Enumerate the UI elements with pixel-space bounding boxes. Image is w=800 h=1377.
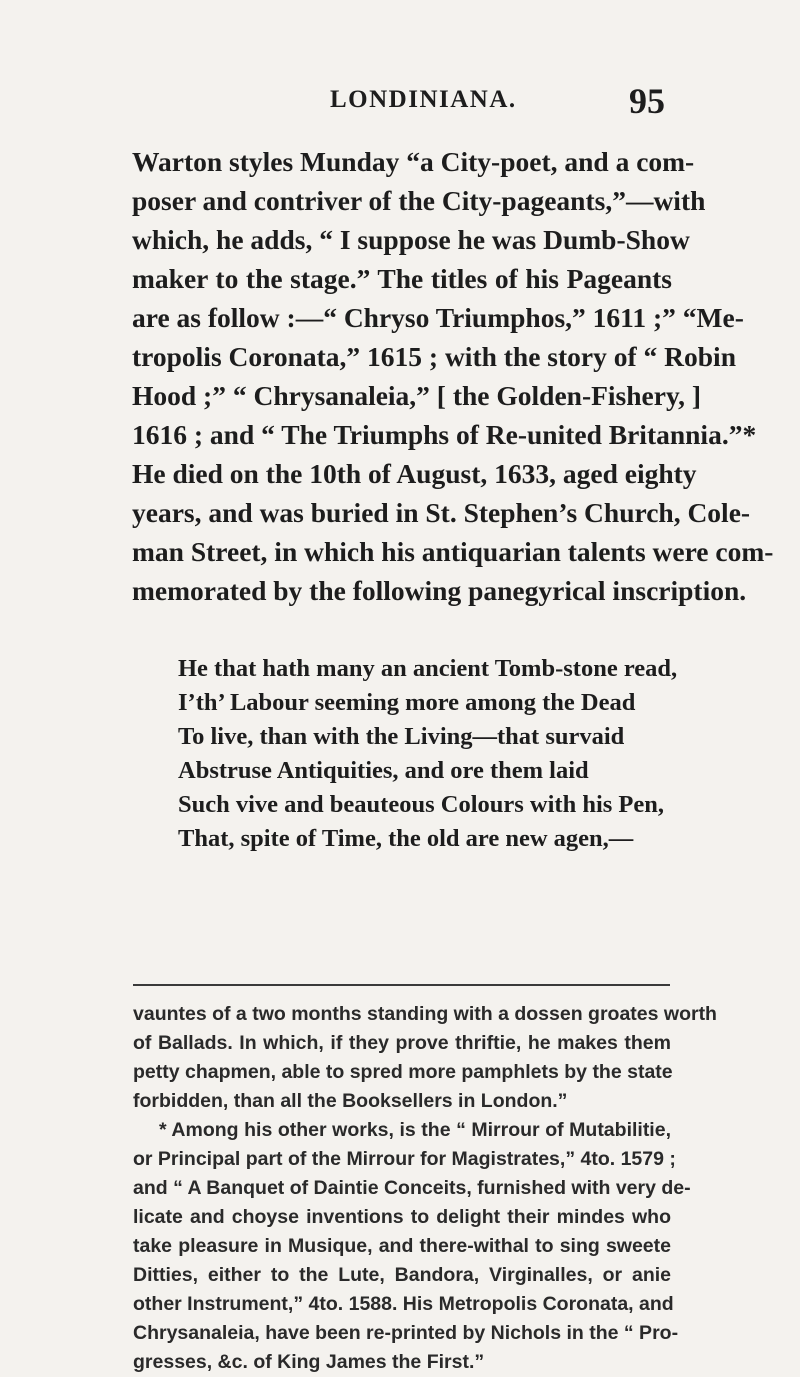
text-line: memorated by the following panegyrical inscription. [132,575,747,606]
footnote-line: Ditties, either to the Lute, Bandora, Virginalles, or anie [133,1264,671,1286]
text-line: tropolis Coronata,” 1615 ; with the story of “ Robin [132,341,736,372]
footnotes [133,1000,717,1377]
page-number: 95 [629,81,665,121]
text-line: He died on the 10th of August, 1633, aged eighty [132,458,697,489]
footnote-divider [133,984,670,986]
verse-line: I’th’ Labour seeming more among the Dead [178,689,636,716]
footnote-line: forbidden, than all the Booksellers in London.” [133,1090,568,1112]
footnote-line: gresses, &c. of King James the First.” [133,1351,485,1373]
footnote-line: * Among his other works, is the “ Mirrour of Mutabilitie, [159,1119,671,1141]
text-line: years, and was buried in St. Stephen’s Church, Cole- [132,497,751,528]
main-paragraph [132,142,774,610]
footnote-line: licate and choyse inventions to delight their mindes who [133,1206,671,1228]
text-line: maker to the stage.” The titles of his Pageants [132,263,672,294]
text-line: man Street, in which his antiquarian talents were com- [132,536,774,567]
footnote-line: or Principal part of the Mirrour for Magistrates,” 4to. 1579 ; [133,1148,676,1170]
text-line: Hood ;” “ Chrysanaleia,” [ the Golden-Fishery, ] [132,380,702,411]
footnote-line: vauntes of a two months standing with a dossen groates worth [133,1003,717,1025]
running-header [140,81,665,132]
text-line: are as follow :—“ Chryso Triumphos,” 1611 ;” “Me- [132,302,744,333]
text-line: Warton styles Munday “a City-poet, and a com- [132,146,695,177]
footnote-line: and “ A Banquet of Daintie Conceits, furnished with very de- [133,1177,691,1199]
footnote-line: other Instrument,” 4to. 1588. His Metropolis Coronata, and [133,1293,674,1315]
text-line: 1616 ; and “ The Triumphs of Re-united Britannia.”* [132,419,757,450]
footnote-line: take pleasure in Musique, and there-withal to sing sweete [133,1235,671,1257]
verse-line: That, spite of Time, the old are new agen,— [178,825,634,852]
footnote-line: Chrysanaleia, have been re-printed by Nichols in the “ Pro- [133,1322,679,1344]
text-line: poser and contriver of the City-pageants,”—with [132,185,706,216]
verse-line: To live, than with the Living—that survaid [178,723,625,750]
running-title: LONDINIANA. [330,86,517,113]
footnote-line: of Ballads. In which, if they prove thriftie, he makes them [133,1032,671,1054]
inscription-verse [178,652,678,856]
text-line: which, he adds, “ I suppose he was Dumb-Show [132,224,690,255]
verse-line: Such vive and beauteous Colours with his Pen, [178,791,665,818]
footnote-line: petty chapmen, able to spred more pamphlets by the state [133,1061,673,1083]
verse-line: He that hath many an ancient Tomb-stone read, [178,655,678,682]
verse-line: Abstruse Antiquities, and ore them laid [178,757,589,784]
